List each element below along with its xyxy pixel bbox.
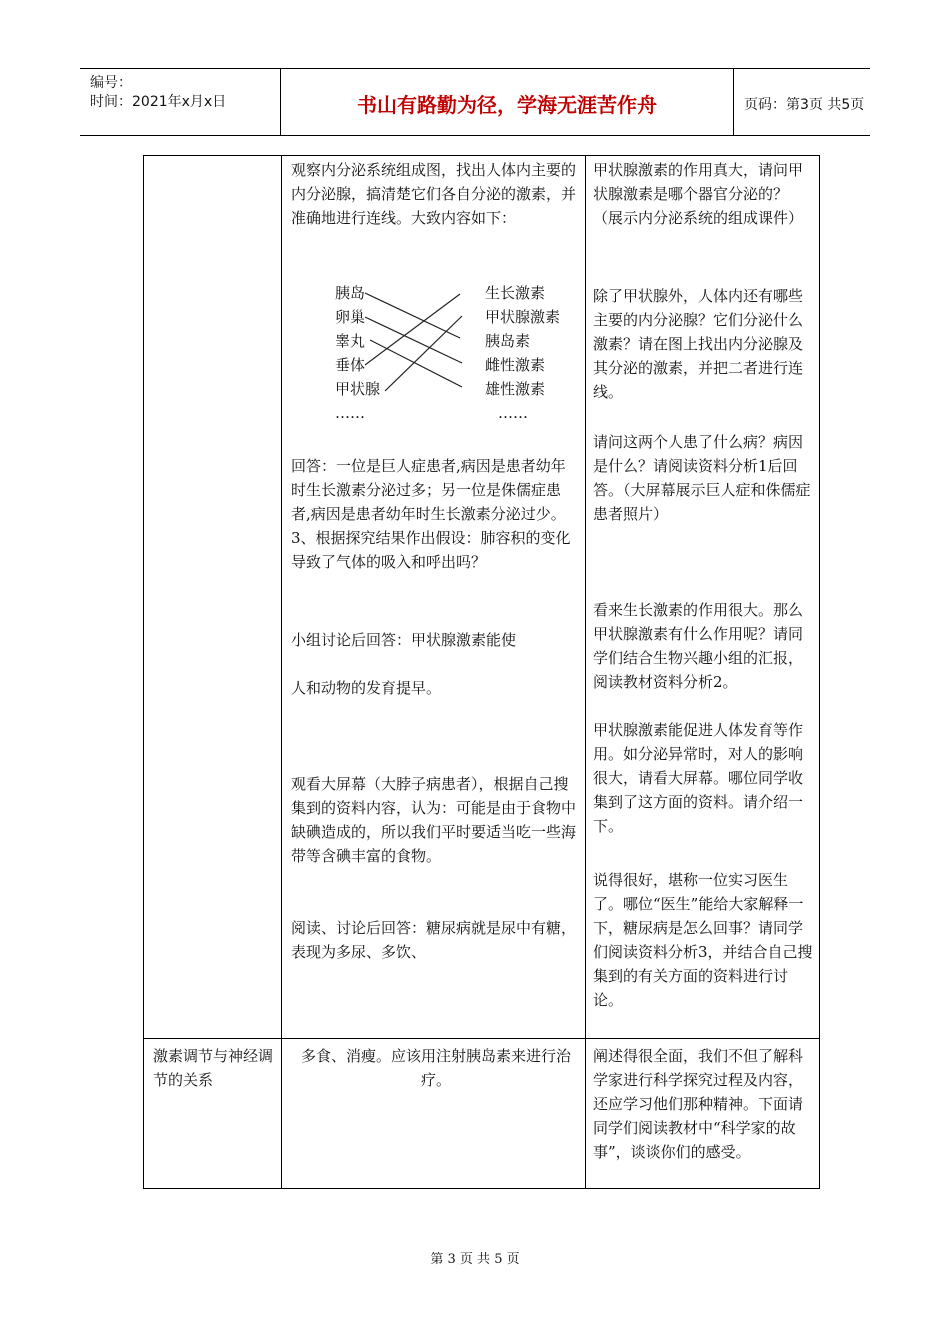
column-divider-1 xyxy=(281,156,282,1188)
header-page-cell xyxy=(732,69,870,135)
student-paragraph-5: 观看大屏幕（大脖子病患者），根据自己搜集到的资料内容，认为：可能是由于食物中缺碘造成的，所以我们平时要适当吃一些海带等含碘丰富的食物。 xyxy=(291,775,577,865)
student-row2-text: 多食、消瘦。应该用注射胰岛素来进行治疗。 xyxy=(300,1047,571,1089)
teacher-paragraph-3: 请问这两个人患了什么病？病因是什么？请阅读资料分析1后回答。（大屏幕展示巨人症和侏儒症患者照片） xyxy=(593,433,811,523)
student-paragraph-3: 小组讨论后回答：甲状腺激素能使 xyxy=(291,631,517,649)
student-paragraph-2: 回答：一位是巨人症患者,病因是患者幼年时生长激素分泌过多；另一位是侏儒症患者,病因是患者幼年时生长激素分泌过少。 3、根据探究结果作出假设：肺容积的变化导致了气体的吸入和呼出吗？ xyxy=(291,457,571,571)
header-meta-cell xyxy=(80,69,280,135)
hormone-label: 甲状腺激素 xyxy=(485,308,561,326)
teacher-row2-text: 阐述得很全面，我们不但了解科学家进行科学探究过程及内容，还应学习他们那种精神。下面请同学们阅读教材中“科学家的故事”，谈谈你们的感受。 xyxy=(593,1047,804,1161)
gland-label: 胰岛 xyxy=(335,284,366,302)
page-code-label: 页码：第3页 共5页 xyxy=(744,97,865,113)
teacher-paragraph-5: 甲状腺激素能促进人体发育等作用。如分泌异常时，对人的影响很大，请看大屏幕。哪位同学收集到了这方面的资料。请介绍一下。 xyxy=(593,721,804,835)
gland-label: 垂体 xyxy=(335,356,366,374)
teacher-paragraph-4: 看来生长激素的作用很大。那么甲状腺激素有什么作用呢？请同学们结合生物兴趣小组的汇报，阅读教材资料分析2。 xyxy=(593,601,804,691)
teacher-paragraph-1: 甲状腺激素的作用真大，请问甲状腺激素是哪个器官分泌的？（展示内分泌系统的组成课件） xyxy=(593,161,804,227)
gland-label: 卵巢 xyxy=(335,308,366,326)
hormone-label: 生长激素 xyxy=(485,284,546,302)
hormone-label: 胰岛素 xyxy=(485,332,531,350)
row-divider xyxy=(144,1038,819,1039)
topic-label: 激素调节与神经调节的关系 xyxy=(153,1047,274,1089)
line-pituitary-gh xyxy=(365,294,460,365)
document-time-label: 时间：2021年x月x日 xyxy=(90,94,227,110)
document-number-label: 编号： xyxy=(90,75,132,91)
hormone-label: …… xyxy=(498,404,528,422)
gland-label: …… xyxy=(335,404,365,422)
line-ovary-estrogen xyxy=(365,317,462,363)
endocrine-matching-diagram xyxy=(330,280,580,420)
column-divider-2 xyxy=(585,156,586,1188)
student-paragraph-4: 人和动物的发育提早。 xyxy=(291,679,442,697)
teacher-paragraph-6: 说得很好，堪称一位实习医生了。哪位“医生”能给大家解释一下，糖尿病是怎么回事？请同学们阅读资料分析3，并结合自己搜集到的有关方面的资料进行讨论。 xyxy=(593,871,813,1009)
student-paragraph-1: 观察内分泌系统组成图，找出人体内主要的内分泌腺，搞清楚它们各自分泌的激素，并准确地进行连线。大致内容如下： xyxy=(291,161,577,227)
page-footer: 第 3 页 共 5 页 xyxy=(430,1252,520,1267)
line-testis-androgen xyxy=(370,340,462,387)
gland-label: 睾丸 xyxy=(335,332,366,350)
hormone-label: 雄性激素 xyxy=(485,380,546,398)
hormone-label: 雌性激素 xyxy=(485,356,546,374)
gland-label: 甲状腺 xyxy=(335,380,381,398)
motto-text: 书山有路勤为径，学海无涯苦作舟 xyxy=(357,93,657,117)
header-motto-cell xyxy=(280,69,734,135)
student-paragraph-6: 阅读、讨论后回答：糖尿病就是尿中有糖，表现为多尿、多饮、 xyxy=(291,919,577,961)
teacher-paragraph-2: 除了甲状腺外，人体内还有哪些主要的内分泌腺？它们分泌什么激素？请在图上找出内分泌腺及其分泌的激素，并把二者进行连线。 xyxy=(593,287,804,401)
page-header xyxy=(80,68,870,136)
